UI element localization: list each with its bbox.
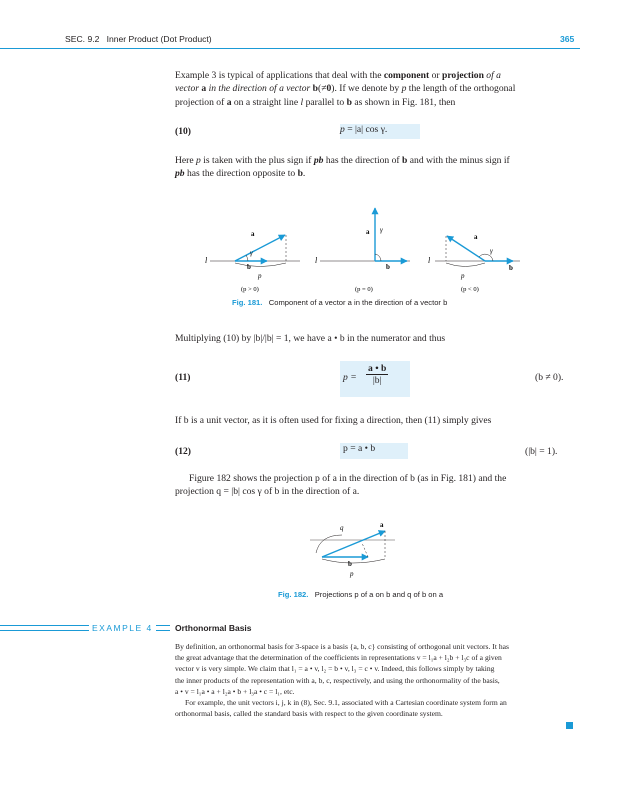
- case-label: (p < 0): [461, 286, 479, 293]
- label-l: l: [428, 256, 431, 265]
- equation-10: p = |a| cos γ.: [340, 124, 420, 139]
- end-of-example-marker: [566, 722, 573, 729]
- figure-181-caption: Fig. 181. Component of a vector a in the direction of a vector b: [232, 298, 448, 307]
- example-4-title: Orthonormal Basis: [175, 623, 252, 633]
- label-a: a: [474, 233, 478, 241]
- example-4-label: EXAMPLE 4: [89, 623, 156, 633]
- figure-182-paragraph: Figure 182 shows the projection p of a in the direction of b (as in Fig. 181) and the projection q = |b| cos γ of b in the direction of a.: [175, 473, 507, 498]
- fig181-case-negative: [428, 233, 520, 293]
- example-line: For example, the unit vectors i, j, k in (8), Sec. 9.1, associated with a Cartesian coordinate system form an: [185, 698, 507, 708]
- example-line: the inner products of the representation with a, b, c, respectively, and using the orthonormality of the basis,: [175, 675, 500, 685]
- case-label: (p = 0): [355, 286, 373, 293]
- intro-paragraph: Example 3 is typical of applications that deal with the component or projection of a vector a in the direction of a vector b(≠0). If we denote by p the length of the orthogonal projection of a on a straight line l parallel to b as shown in Fig. 181, then: [175, 70, 516, 108]
- label-p: p: [258, 272, 262, 280]
- label-b: b: [247, 263, 251, 271]
- example-line: the great advantage that the determination of the coefficients in representations v = l₁a + l₂b + l₃c of a given: [175, 653, 502, 663]
- label-q: q: [340, 524, 344, 532]
- label-b: b: [509, 264, 513, 272]
- equation-11-condition: (b ≠ 0).: [535, 372, 564, 383]
- example-line: orthonormal basis, called the standard basis with respect to the given coordinate system.: [175, 709, 443, 719]
- label-l: l: [205, 256, 208, 265]
- fig181-case-positive: [205, 230, 300, 293]
- unit-paragraph: If b is a unit vector, as it is often used for fixing a direction, then (11) simply gives: [175, 415, 492, 426]
- vector-a: [235, 235, 285, 261]
- label-p: p: [461, 272, 465, 280]
- fig181-case-zero: [315, 208, 410, 293]
- label-a: a: [251, 230, 255, 238]
- figure-181: [195, 200, 525, 295]
- example-line: vector v is very simple. We claim that l₁ = a • v, l₂ = b • v, l₃ = c • v. Indeed, this follows simply by taking: [175, 664, 495, 674]
- label-gamma: γ: [380, 226, 383, 234]
- label-b: b: [348, 560, 352, 568]
- header-title: Inner Product (Dot Product): [106, 34, 212, 44]
- example-line: a • v = l₁a • a + l₂a • b + l₃a • c = l₁, etc.: [175, 686, 295, 696]
- label-l: l: [315, 256, 318, 265]
- equation-10-number: (10): [175, 126, 191, 137]
- label-b: b: [386, 263, 390, 271]
- case-label: (p > 0): [241, 286, 259, 293]
- label-a: a: [366, 228, 370, 236]
- label-p: p: [350, 570, 354, 578]
- label-a: a: [380, 521, 384, 529]
- header-rule: [0, 48, 580, 49]
- equation-11-number: (11): [175, 372, 191, 383]
- figure-182: [300, 515, 410, 585]
- multiply-paragraph: Multiplying (10) by |b|/|b| = 1, we have a • b in the numerator and thus: [175, 333, 446, 344]
- label-gamma: γ: [250, 249, 253, 257]
- example-line: By definition, an orthonormal basis for 3-space is a basis {a, b, c} consisting of orthogonal unit vectors. It has: [175, 642, 509, 651]
- vector-a: [322, 531, 385, 557]
- vector-a: [447, 236, 485, 261]
- example-4-body: [175, 641, 595, 719]
- running-header: [65, 34, 212, 44]
- sign-paragraph: Here p is taken with the plus sign if pb has the direction of b and with the minus sign if pb has the direction opposite to b.: [175, 155, 510, 180]
- header-section: SEC. 9.2: [65, 34, 100, 44]
- equation-11: p = $\frac{a • b}{|b|}$: [340, 361, 410, 397]
- equation-12-number: (12): [175, 446, 191, 457]
- label-gamma: γ: [490, 247, 493, 255]
- figure-182-caption: Fig. 182. Projections p of a on b and q of b on a: [278, 590, 444, 599]
- page-number: 365: [560, 34, 575, 44]
- equation-12-condition: (|b| = 1).: [525, 446, 558, 457]
- equation-12: p = a • b: [340, 443, 408, 459]
